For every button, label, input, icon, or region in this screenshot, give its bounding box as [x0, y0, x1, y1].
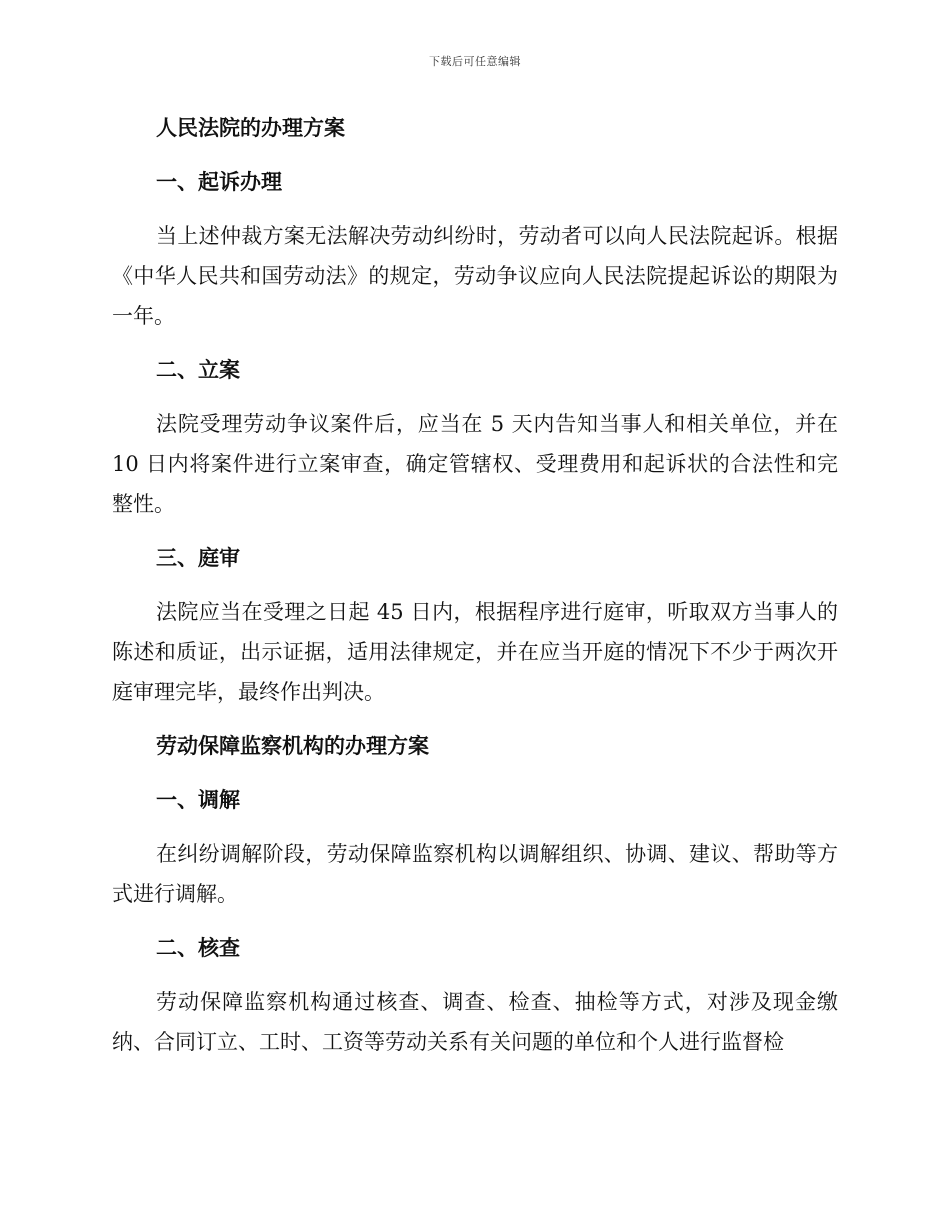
section-heading-court: 人民法院的办理方案 [156, 116, 345, 140]
paragraph-verification: 劳动保障监察机构通过核查、调查、检查、抽检等方式，对涉及现金缴纳、合同订立、工时、工资等劳动关系有关问题的单位和个人进行监督检 [112, 990, 838, 1054]
paragraph-filing: 当上述仲裁方案无法解决劳动纠纷时，劳动者可以向人民法院起诉。根据《中华人民共和国劳动法》的规定，劳动争议应向人民法院提起诉讼的期限为一年。 [112, 224, 838, 328]
document-body [112, 108, 838, 1076]
paragraph-mediation: 在纠纷调解阶段，劳动保障监察机构以调解组织、协调、建议、帮助等方式进行调解。 [112, 842, 838, 906]
paragraph-trial: 法院应当在受理之日起 45 日内，根据程序进行庭审，听取双方当事人的陈述和质证，出示证据，适用法律规定，并在应当开庭的情况下不少于两次开庭审理完毕，最终作出判决。 [112, 600, 838, 704]
subheading-trial: 三、庭审 [156, 546, 240, 570]
subheading-verification: 二、核查 [156, 936, 240, 960]
subheading-filing: 一、起诉办理 [156, 170, 282, 194]
subheading-mediation: 一、调解 [156, 788, 240, 812]
subheading-case-registration: 二、立案 [156, 358, 240, 382]
page-header: 下载后可任意编辑 [429, 55, 521, 68]
paragraph-case-registration: 法院受理劳动争议案件后，应当在 5 天内告知当事人和相关单位，并在 10 日内将案件进行立案审查，确定管辖权、受理费用和起诉状的合法性和完整性。 [112, 412, 838, 516]
section-heading-labor-inspection: 劳动保障监察机构的办理方案 [156, 734, 429, 758]
